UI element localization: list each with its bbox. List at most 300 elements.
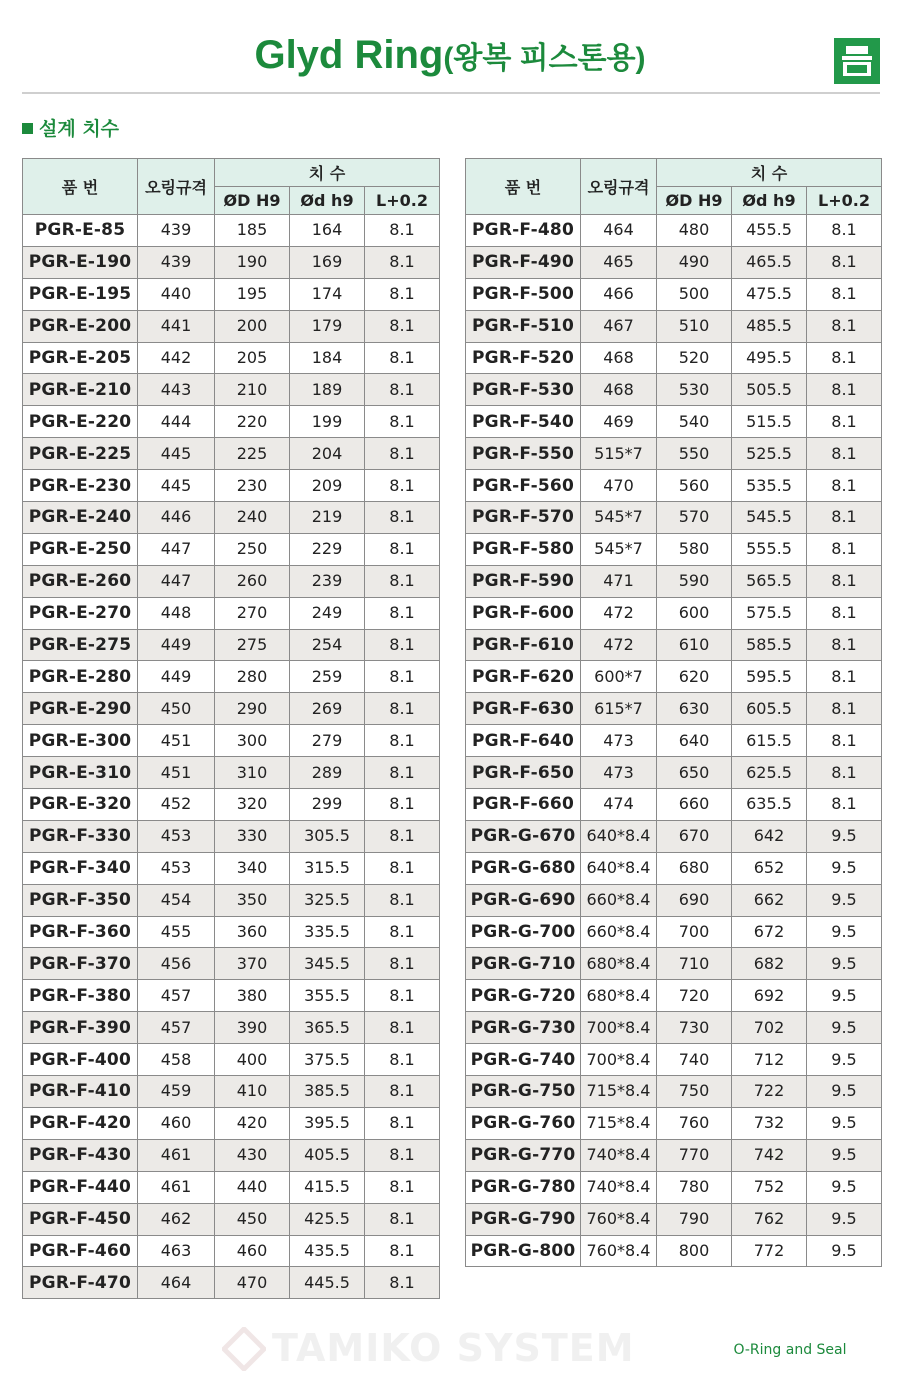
part-number-cell: PGR-F-390: [23, 1012, 138, 1044]
oring-size-cell: 464: [581, 215, 657, 247]
table-row: [23, 215, 440, 247]
col-header-part: 품 번: [466, 159, 581, 215]
inner-diameter-cell: 652: [732, 852, 807, 884]
inner-diameter-cell: 475.5: [732, 278, 807, 310]
inner-diameter-cell: 702: [732, 1012, 807, 1044]
oring-size-cell: 545*7: [581, 502, 657, 534]
square-bullet-icon: [22, 123, 33, 134]
inner-diameter-cell: 249: [290, 597, 365, 629]
part-number-cell: PGR-G-740: [466, 1044, 581, 1076]
length-cell: 8.1: [807, 661, 882, 693]
part-number-cell: PGR-F-520: [466, 342, 581, 374]
inner-diameter-cell: 585.5: [732, 629, 807, 661]
outer-diameter-cell: 590: [657, 565, 732, 597]
length-cell: 8.1: [365, 1171, 440, 1203]
part-number-cell: PGR-G-770: [466, 1139, 581, 1171]
oring-size-cell: 461: [138, 1171, 215, 1203]
oring-size-cell: 660*8.4: [581, 916, 657, 948]
length-cell: 8.1: [365, 1267, 440, 1299]
table-row: [23, 789, 440, 821]
inner-diameter-cell: 199: [290, 406, 365, 438]
outer-diameter-cell: 570: [657, 502, 732, 534]
inner-diameter-cell: 615.5: [732, 725, 807, 757]
part-number-cell: PGR-G-690: [466, 884, 581, 916]
length-cell: 9.5: [807, 1171, 882, 1203]
length-cell: 8.1: [365, 820, 440, 852]
table-row: [466, 215, 882, 247]
inner-diameter-cell: 555.5: [732, 533, 807, 565]
title-divider: [22, 92, 880, 94]
outer-diameter-cell: 530: [657, 374, 732, 406]
table-row: [466, 661, 882, 693]
oring-size-cell: 615*7: [581, 693, 657, 725]
oring-size-cell: 457: [138, 1012, 215, 1044]
oring-size-cell: 447: [138, 565, 215, 597]
part-number-cell: PGR-F-480: [466, 215, 581, 247]
outer-diameter-cell: 800: [657, 1235, 732, 1267]
oring-size-cell: 445: [138, 438, 215, 470]
part-number-cell: PGR-F-600: [466, 597, 581, 629]
table-row: [466, 1107, 882, 1139]
oring-size-cell: 439: [138, 246, 215, 278]
outer-diameter-cell: 340: [215, 852, 290, 884]
table-row: [23, 948, 440, 980]
part-number-cell: PGR-F-330: [23, 820, 138, 852]
length-cell: 8.1: [365, 789, 440, 821]
outer-diameter-cell: 710: [657, 948, 732, 980]
part-number-cell: PGR-G-700: [466, 916, 581, 948]
part-number-cell: PGR-F-540: [466, 406, 581, 438]
oring-size-cell: 453: [138, 820, 215, 852]
length-cell: 8.1: [807, 406, 882, 438]
table-row: [23, 693, 440, 725]
outer-diameter-cell: 330: [215, 820, 290, 852]
part-number-cell: PGR-F-650: [466, 757, 581, 789]
length-cell: 8.1: [365, 693, 440, 725]
inner-diameter-cell: 435.5: [290, 1235, 365, 1267]
length-cell: 9.5: [807, 1139, 882, 1171]
oring-size-cell: 472: [581, 597, 657, 629]
outer-diameter-cell: 470: [215, 1267, 290, 1299]
length-cell: 8.1: [807, 789, 882, 821]
oring-size-cell: 600*7: [581, 661, 657, 693]
col-header-dimensions: 치 수: [657, 159, 882, 187]
footer-tagline: O-Ring and Seal: [733, 1342, 847, 1358]
table-row: [466, 1139, 882, 1171]
oring-size-cell: 465: [581, 246, 657, 278]
length-cell: 8.1: [807, 342, 882, 374]
oring-size-cell: 450: [138, 693, 215, 725]
oring-size-cell: 740*8.4: [581, 1139, 657, 1171]
part-number-cell: PGR-E-280: [23, 661, 138, 693]
part-number-cell: PGR-E-260: [23, 565, 138, 597]
inner-diameter-cell: 752: [732, 1171, 807, 1203]
part-number-cell: PGR-F-460: [23, 1235, 138, 1267]
table-row: [23, 725, 440, 757]
outer-diameter-cell: 480: [657, 215, 732, 247]
outer-diameter-cell: 270: [215, 597, 290, 629]
oring-size-cell: 466: [581, 278, 657, 310]
table-row: [466, 278, 882, 310]
part-number-cell: PGR-F-380: [23, 980, 138, 1012]
oring-size-cell: 444: [138, 406, 215, 438]
part-number-cell: PGR-G-760: [466, 1107, 581, 1139]
oring-size-cell: 442: [138, 342, 215, 374]
outer-diameter-cell: 580: [657, 533, 732, 565]
oring-size-cell: 468: [581, 374, 657, 406]
outer-diameter-cell: 550: [657, 438, 732, 470]
oring-size-cell: 515*7: [581, 438, 657, 470]
inner-diameter-cell: 239: [290, 565, 365, 597]
part-number-cell: PGR-F-620: [466, 661, 581, 693]
table-row: [466, 502, 882, 534]
length-cell: 8.1: [365, 533, 440, 565]
table-row: [23, 470, 440, 502]
length-cell: 8.1: [807, 438, 882, 470]
oring-size-cell: 440: [138, 278, 215, 310]
part-number-cell: PGR-F-630: [466, 693, 581, 725]
table-row: [466, 1076, 882, 1108]
inner-diameter-cell: 515.5: [732, 406, 807, 438]
outer-diameter-cell: 250: [215, 533, 290, 565]
part-number-cell: PGR-E-320: [23, 789, 138, 821]
inner-diameter-cell: 355.5: [290, 980, 365, 1012]
inner-diameter-cell: 164: [290, 215, 365, 247]
oring-size-cell: 640*8.4: [581, 820, 657, 852]
oring-size-cell: 700*8.4: [581, 1012, 657, 1044]
oring-size-cell: 472: [581, 629, 657, 661]
outer-diameter-cell: 420: [215, 1107, 290, 1139]
oring-size-cell: 448: [138, 597, 215, 629]
part-number-cell: PGR-E-205: [23, 342, 138, 374]
part-number-cell: PGR-G-800: [466, 1235, 581, 1267]
part-number-cell: PGR-F-350: [23, 884, 138, 916]
outer-diameter-cell: 730: [657, 1012, 732, 1044]
inner-diameter-cell: 345.5: [290, 948, 365, 980]
table-row: [23, 246, 440, 278]
part-number-cell: PGR-F-340: [23, 852, 138, 884]
outer-diameter-cell: 630: [657, 693, 732, 725]
oring-size-cell: 740*8.4: [581, 1171, 657, 1203]
length-cell: 9.5: [807, 1076, 882, 1108]
outer-diameter-cell: 185: [215, 215, 290, 247]
oring-size-cell: 545*7: [581, 533, 657, 565]
inner-diameter-cell: 662: [732, 884, 807, 916]
table-row: [466, 789, 882, 821]
part-number-cell: PGR-E-300: [23, 725, 138, 757]
outer-diameter-cell: 700: [657, 916, 732, 948]
part-number-cell: PGR-G-680: [466, 852, 581, 884]
outer-diameter-cell: 290: [215, 693, 290, 725]
length-cell: 8.1: [365, 1076, 440, 1108]
length-cell: 8.1: [365, 852, 440, 884]
outer-diameter-cell: 460: [215, 1235, 290, 1267]
outer-diameter-cell: 660: [657, 789, 732, 821]
oring-size-cell: 439: [138, 215, 215, 247]
table-row: [23, 629, 440, 661]
table-row: [466, 948, 882, 980]
oring-size-cell: 441: [138, 310, 215, 342]
table-row: [466, 980, 882, 1012]
outer-diameter-cell: 225: [215, 438, 290, 470]
part-number-cell: PGR-F-470: [23, 1267, 138, 1299]
watermark-text: TAMIKO SYSTEM: [272, 1326, 635, 1370]
outer-diameter-cell: 350: [215, 884, 290, 916]
table-row: [23, 980, 440, 1012]
outer-diameter-cell: 780: [657, 1171, 732, 1203]
length-cell: 8.1: [365, 374, 440, 406]
table-row: [466, 693, 882, 725]
seal-logo-icon: [834, 38, 880, 84]
table-row: [466, 406, 882, 438]
length-cell: 8.1: [807, 215, 882, 247]
outer-diameter-cell: 520: [657, 342, 732, 374]
table-row: [23, 1171, 440, 1203]
oring-size-cell: 451: [138, 725, 215, 757]
outer-diameter-cell: 540: [657, 406, 732, 438]
inner-diameter-cell: 259: [290, 661, 365, 693]
table-row: [23, 565, 440, 597]
part-number-cell: PGR-F-420: [23, 1107, 138, 1139]
table-row: [23, 1044, 440, 1076]
oring-size-cell: 640*8.4: [581, 852, 657, 884]
length-cell: 8.1: [807, 374, 882, 406]
part-number-cell: PGR-G-750: [466, 1076, 581, 1108]
outer-diameter-cell: 510: [657, 310, 732, 342]
outer-diameter-cell: 650: [657, 757, 732, 789]
part-number-cell: PGR-G-790: [466, 1203, 581, 1235]
oring-size-cell: 454: [138, 884, 215, 916]
part-number-cell: PGR-E-270: [23, 597, 138, 629]
length-cell: 8.1: [365, 916, 440, 948]
oring-size-cell: 455: [138, 916, 215, 948]
length-cell: 9.5: [807, 1044, 882, 1076]
outer-diameter-cell: 610: [657, 629, 732, 661]
length-cell: 8.1: [365, 470, 440, 502]
table-row: [466, 629, 882, 661]
inner-diameter-cell: 672: [732, 916, 807, 948]
inner-diameter-cell: 315.5: [290, 852, 365, 884]
outer-diameter-cell: 320: [215, 789, 290, 821]
outer-diameter-cell: 440: [215, 1171, 290, 1203]
part-number-cell: PGR-G-730: [466, 1012, 581, 1044]
inner-diameter-cell: 325.5: [290, 884, 365, 916]
outer-diameter-cell: 310: [215, 757, 290, 789]
length-cell: 8.1: [807, 533, 882, 565]
inner-diameter-cell: 375.5: [290, 1044, 365, 1076]
oring-size-cell: 469: [581, 406, 657, 438]
table-row: [23, 374, 440, 406]
length-cell: 8.1: [365, 1139, 440, 1171]
part-number-cell: PGR-E-290: [23, 693, 138, 725]
outer-diameter-cell: 620: [657, 661, 732, 693]
oring-size-cell: 462: [138, 1203, 215, 1235]
inner-diameter-cell: 189: [290, 374, 365, 406]
oring-size-cell: 460: [138, 1107, 215, 1139]
oring-size-cell: 470: [581, 470, 657, 502]
length-cell: 8.1: [365, 597, 440, 629]
table-row: [466, 1044, 882, 1076]
inner-diameter-cell: 505.5: [732, 374, 807, 406]
table-row: [23, 757, 440, 789]
part-number-cell: PGR-F-660: [466, 789, 581, 821]
oring-size-cell: 443: [138, 374, 215, 406]
outer-diameter-cell: 690: [657, 884, 732, 916]
outer-diameter-cell: 220: [215, 406, 290, 438]
outer-diameter-cell: 360: [215, 916, 290, 948]
part-number-cell: PGR-F-550: [466, 438, 581, 470]
oring-size-cell: 471: [581, 565, 657, 597]
oring-size-cell: 467: [581, 310, 657, 342]
table-row: [23, 278, 440, 310]
inner-diameter-cell: 732: [732, 1107, 807, 1139]
outer-diameter-cell: 750: [657, 1076, 732, 1108]
length-cell: 8.1: [365, 1235, 440, 1267]
inner-diameter-cell: 229: [290, 533, 365, 565]
oring-size-cell: 453: [138, 852, 215, 884]
length-cell: 8.1: [807, 757, 882, 789]
inner-diameter-cell: 385.5: [290, 1076, 365, 1108]
length-cell: 8.1: [365, 342, 440, 374]
outer-diameter-cell: 260: [215, 565, 290, 597]
part-number-cell: PGR-F-440: [23, 1171, 138, 1203]
table-row: [466, 1235, 882, 1267]
oring-size-cell: 474: [581, 789, 657, 821]
part-number-cell: PGR-F-360: [23, 916, 138, 948]
inner-diameter-cell: 184: [290, 342, 365, 374]
oring-size-cell: 459: [138, 1076, 215, 1108]
inner-diameter-cell: 455.5: [732, 215, 807, 247]
table-row: [466, 916, 882, 948]
part-number-cell: PGR-E-240: [23, 502, 138, 534]
table-row: [23, 502, 440, 534]
inner-diameter-cell: 525.5: [732, 438, 807, 470]
part-number-cell: PGR-F-430: [23, 1139, 138, 1171]
table-row: [466, 533, 882, 565]
length-cell: 8.1: [365, 1203, 440, 1235]
part-number-cell: PGR-G-720: [466, 980, 581, 1012]
length-cell: 8.1: [365, 1107, 440, 1139]
outer-diameter-cell: 770: [657, 1139, 732, 1171]
outer-diameter-cell: 490: [657, 246, 732, 278]
part-number-cell: PGR-F-450: [23, 1203, 138, 1235]
table-row: [23, 1076, 440, 1108]
oring-size-cell: 760*8.4: [581, 1203, 657, 1235]
length-cell: 8.1: [365, 310, 440, 342]
table-row: [466, 597, 882, 629]
length-cell: 9.5: [807, 1012, 882, 1044]
oring-size-cell: 700*8.4: [581, 1044, 657, 1076]
length-cell: 8.1: [807, 470, 882, 502]
outer-diameter-cell: 380: [215, 980, 290, 1012]
oring-size-cell: 473: [581, 725, 657, 757]
inner-diameter-cell: 254: [290, 629, 365, 661]
oring-size-cell: 445: [138, 470, 215, 502]
oring-size-cell: 464: [138, 1267, 215, 1299]
outer-diameter-cell: 280: [215, 661, 290, 693]
outer-diameter-cell: 195: [215, 278, 290, 310]
outer-diameter-cell: 370: [215, 948, 290, 980]
table-row: [466, 565, 882, 597]
col-header-length: L+0.2: [365, 187, 440, 215]
oring-size-cell: 449: [138, 661, 215, 693]
oring-size-cell: 715*8.4: [581, 1107, 657, 1139]
inner-diameter-cell: 605.5: [732, 693, 807, 725]
length-cell: 8.1: [365, 725, 440, 757]
length-cell: 8.1: [365, 502, 440, 534]
length-cell: 8.1: [807, 565, 882, 597]
length-cell: 8.1: [365, 438, 440, 470]
part-number-cell: PGR-F-490: [466, 246, 581, 278]
outer-diameter-cell: 230: [215, 470, 290, 502]
part-number-cell: PGR-E-220: [23, 406, 138, 438]
table-row: [466, 1203, 882, 1235]
table-row: [23, 1235, 440, 1267]
inner-diameter-cell: 545.5: [732, 502, 807, 534]
page-title: [0, 30, 900, 80]
table-row: [466, 374, 882, 406]
oring-size-cell: 463: [138, 1235, 215, 1267]
inner-diameter-cell: 712: [732, 1044, 807, 1076]
inner-diameter-cell: 395.5: [290, 1107, 365, 1139]
outer-diameter-cell: 760: [657, 1107, 732, 1139]
table-row: [23, 1139, 440, 1171]
outer-diameter-cell: 600: [657, 597, 732, 629]
length-cell: 8.1: [365, 406, 440, 438]
length-cell: 8.1: [807, 278, 882, 310]
inner-diameter-cell: 365.5: [290, 1012, 365, 1044]
table-row: [466, 438, 882, 470]
length-cell: 8.1: [807, 502, 882, 534]
oring-size-cell: 449: [138, 629, 215, 661]
table-row: [23, 1203, 440, 1235]
table-row: [23, 661, 440, 693]
length-cell: 8.1: [365, 565, 440, 597]
inner-diameter-cell: 625.5: [732, 757, 807, 789]
part-number-cell: PGR-F-570: [466, 502, 581, 534]
length-cell: 8.1: [807, 246, 882, 278]
oring-size-cell: 451: [138, 757, 215, 789]
inner-diameter-cell: 279: [290, 725, 365, 757]
part-number-cell: PGR-F-410: [23, 1076, 138, 1108]
oring-size-cell: 457: [138, 980, 215, 1012]
part-number-cell: PGR-F-580: [466, 533, 581, 565]
oring-size-cell: 473: [581, 757, 657, 789]
table-row: [466, 470, 882, 502]
part-number-cell: PGR-E-225: [23, 438, 138, 470]
spec-table-left: [22, 158, 440, 1299]
inner-diameter-cell: 204: [290, 438, 365, 470]
part-number-cell: PGR-E-210: [23, 374, 138, 406]
col-header-outer-diameter: ØD H9: [657, 187, 732, 215]
part-number-cell: PGR-G-670: [466, 820, 581, 852]
col-header-oring: 오링규격: [138, 159, 215, 215]
table-row: [23, 1012, 440, 1044]
inner-diameter-cell: 269: [290, 693, 365, 725]
table-row: [466, 820, 882, 852]
length-cell: 8.1: [365, 980, 440, 1012]
inner-diameter-cell: 465.5: [732, 246, 807, 278]
length-cell: 8.1: [365, 629, 440, 661]
oring-size-cell: 456: [138, 948, 215, 980]
oring-size-cell: 760*8.4: [581, 1235, 657, 1267]
inner-diameter-cell: 209: [290, 470, 365, 502]
outer-diameter-cell: 640: [657, 725, 732, 757]
table-row: [23, 916, 440, 948]
length-cell: 8.1: [365, 661, 440, 693]
outer-diameter-cell: 560: [657, 470, 732, 502]
table-row: [23, 310, 440, 342]
